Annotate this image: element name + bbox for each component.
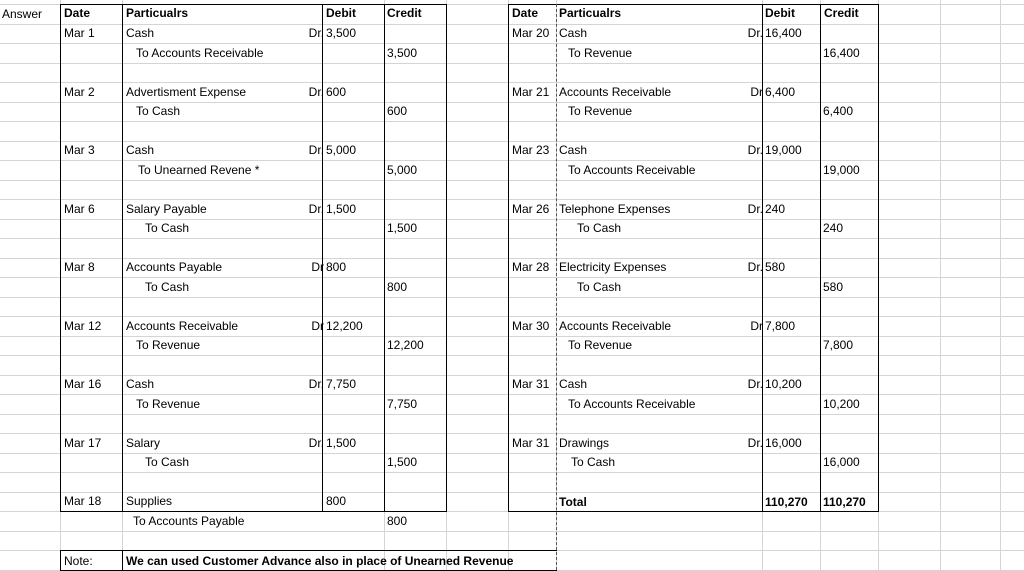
left-entry-date[interactable]: Mar 3 <box>64 143 95 157</box>
right-entry-debit-account[interactable]: Accounts Receivable <box>559 84 672 99</box>
grid-col-line <box>1000 0 1001 571</box>
right-entry-dr-marker: Dr <box>750 84 763 99</box>
right-entry-debit-account[interactable]: Accounts Receivable <box>559 318 672 333</box>
right-entry-dr-marker: Dr. <box>747 143 763 157</box>
grid-row-line <box>0 414 1024 415</box>
left-entry-debit-account[interactable]: Cash <box>126 143 155 157</box>
total-credit[interactable]: 110,270 <box>823 495 866 509</box>
right-entry-debit-amount[interactable]: 10,200 <box>765 377 802 391</box>
right-entry-date[interactable]: Mar 28 <box>512 260 550 274</box>
left-entry-credit-account[interactable]: To Revenue <box>136 396 201 411</box>
right-entry-date[interactable]: Mar 30 <box>512 318 550 333</box>
left-entry-credit-amount[interactable]: 7,750 <box>387 396 418 411</box>
left-entry-date[interactable]: Mar 18 <box>64 494 102 508</box>
left-entry-credit-account[interactable]: To Revenue <box>136 338 201 352</box>
grid-row-line <box>0 531 1024 532</box>
total-label[interactable]: Total <box>559 495 587 509</box>
right-entry-date[interactable]: Mar 26 <box>512 201 550 216</box>
left-entry-debit-account[interactable]: Advertisment Expense <box>126 84 247 99</box>
note-text[interactable]: We can used Customer Advance also in place of Unearned Revenue <box>126 554 514 568</box>
right-entry-debit-amount[interactable]: 16,400 <box>765 26 802 40</box>
left-header-debit[interactable]: Debit <box>326 6 356 20</box>
left-entry-debit-account[interactable]: Salary <box>126 435 161 450</box>
right-entry-credit-amount[interactable]: 10,200 <box>823 396 860 411</box>
right-entry-debit-account[interactable]: Electricity Expenses <box>559 260 667 274</box>
right-entry-debit-amount[interactable]: 240 <box>765 201 786 216</box>
left-entry-debit-amount[interactable]: 1,500 <box>326 201 357 216</box>
right-entry-dr-marker: Dr. <box>747 26 763 40</box>
left-entry-dr-marker: Dr <box>311 318 324 333</box>
left-entry-credit-amount[interactable]: 800 <box>387 279 408 294</box>
grid-row-line <box>0 297 1024 298</box>
right-entry-date[interactable]: Mar 31 <box>512 377 550 391</box>
left-entry-credit-amount[interactable]: 600 <box>387 104 408 118</box>
right-table-border <box>508 4 509 512</box>
left-entry-dr-marker: Dr <box>311 260 324 274</box>
grid-row-line <box>0 180 1024 181</box>
right-entry-debit-account[interactable]: Drawings <box>559 435 610 450</box>
right-header-date[interactable]: Date <box>512 6 539 20</box>
grid-col-line <box>940 0 941 571</box>
left-entry-credit-amount[interactable]: 5,000 <box>387 162 418 177</box>
left-entry-credit-amount[interactable]: 1,500 <box>387 455 418 469</box>
left-entry-debit-amount[interactable]: 3,500 <box>326 26 357 40</box>
answer-label[interactable]: Answer <box>2 7 43 21</box>
right-header-credit[interactable]: Credit <box>824 6 859 20</box>
right-entry-credit-account[interactable]: To Revenue <box>568 45 633 60</box>
right-entry-date[interactable]: Mar 23 <box>512 143 550 157</box>
left-entry-debit-amount[interactable]: 600 <box>326 84 347 99</box>
right-entry-credit-account[interactable]: To Cash <box>577 221 622 235</box>
dashed-divider <box>556 4 557 570</box>
right-entry-debit-amount[interactable]: 580 <box>765 260 786 274</box>
left-table-border <box>122 4 123 512</box>
left-entry-debit-account[interactable]: Accounts Payable <box>126 260 223 274</box>
left-entry-credit-account[interactable]: To Accounts Receivable <box>136 45 264 60</box>
left-entry-dr-marker: Dr. <box>308 84 324 99</box>
right-entry-credit-amount[interactable]: 16,000 <box>823 455 860 469</box>
left-entry-dr-marker: Dr. <box>308 435 324 450</box>
right-header-particulars[interactable]: Particualrs <box>559 6 622 20</box>
right-entry-debit-amount[interactable]: 7,800 <box>765 318 796 333</box>
right-entry-credit-amount[interactable]: 19,000 <box>823 162 860 177</box>
right-entry-credit-amount[interactable]: 580 <box>823 279 844 294</box>
left-entry-debit-account[interactable]: Accounts Receivable <box>126 318 239 333</box>
right-entry-dr-marker: Dr. <box>747 260 763 274</box>
right-entry-credit-amount[interactable]: 7,800 <box>823 338 854 352</box>
left-table-border <box>446 4 447 512</box>
grid-row-line <box>0 121 1024 122</box>
right-entry-date[interactable]: Mar 31 <box>512 435 550 450</box>
left-entry-debit-account[interactable]: Salary Payable <box>126 201 207 216</box>
right-entry-credit-amount[interactable]: 240 <box>823 221 844 235</box>
right-entry-debit-amount[interactable]: 16,000 <box>765 435 802 450</box>
note-border <box>122 550 123 571</box>
left-entry-debit-account[interactable]: Cash <box>126 377 155 391</box>
right-entry-credit-amount[interactable]: 16,400 <box>823 45 860 60</box>
left-entry-credit-account[interactable]: To Cash <box>145 279 190 294</box>
left-entry-credit-amount[interactable]: 3,500 <box>387 45 418 60</box>
left-entry-date[interactable]: Mar 12 <box>64 318 102 333</box>
left-entry-credit-account[interactable]: To Cash <box>136 104 181 118</box>
right-entry-debit-amount[interactable]: 6,400 <box>765 84 796 99</box>
right-entry-dr-marker: Dr. <box>747 201 763 216</box>
note-label[interactable]: Note: <box>64 554 93 568</box>
left-entry-debit-amount[interactable]: 800 <box>326 494 347 508</box>
grid-row-line <box>0 238 1024 239</box>
left-table-border <box>384 4 385 512</box>
right-table-border <box>820 4 821 512</box>
right-entry-debit-account[interactable]: Telephone Expenses <box>559 201 671 216</box>
right-entry-debit-account[interactable]: Cash <box>559 143 588 157</box>
right-entry-credit-account[interactable]: To Cash <box>571 455 616 469</box>
left-entry-date[interactable]: Mar 1 <box>64 26 95 40</box>
left-entry-debit-account[interactable]: Supplies <box>126 494 173 508</box>
left-entry-date[interactable]: Mar 17 <box>64 435 102 450</box>
left-entry-credit-account[interactable]: To Cash <box>145 221 190 235</box>
left-entry-debit-amount[interactable]: 12,200 <box>326 318 363 333</box>
left-entry-credit-amount[interactable]: 800 <box>387 513 408 528</box>
total-debit[interactable]: 110,270 <box>765 495 808 509</box>
right-entry-dr-marker: Dr <box>750 318 763 333</box>
left-entry-dr-marker: Dr. <box>308 377 324 391</box>
right-entry-debit-account[interactable]: Cash <box>559 26 588 40</box>
left-entry-debit-amount[interactable]: 800 <box>326 260 347 274</box>
right-entry-credit-account[interactable]: To Revenue <box>568 338 633 352</box>
grid-row-line <box>0 472 1024 473</box>
grid-row-line <box>0 63 1024 64</box>
right-entry-credit-account[interactable]: To Accounts Receivable <box>568 396 696 411</box>
left-entry-credit-account[interactable]: To Accounts Payable <box>133 513 245 528</box>
left-entry-date[interactable]: Mar 2 <box>64 84 95 99</box>
left-entry-dr-marker: Dr. <box>308 26 324 40</box>
left-entry-credit-amount[interactable]: 12,200 <box>387 338 424 352</box>
grid-row-line <box>0 355 1024 356</box>
left-entry-debit-account[interactable]: Cash <box>126 26 155 40</box>
right-entry-credit-account[interactable]: To Accounts Receivable <box>568 162 696 177</box>
right-entry-debit-amount[interactable]: 19,000 <box>765 143 802 157</box>
right-entry-dr-marker: Dr. <box>747 435 763 450</box>
left-entry-dr-marker: Dr. <box>308 143 324 157</box>
left-entry-credit-amount[interactable]: 1,500 <box>387 221 418 235</box>
left-entry-credit-account[interactable]: To Cash <box>145 455 190 469</box>
right-entry-dr-marker: Dr. <box>747 377 763 391</box>
right-entry-date[interactable]: Mar 20 <box>512 26 550 40</box>
left-table-border <box>60 4 61 512</box>
right-entry-date[interactable]: Mar 21 <box>512 84 550 99</box>
left-entry-debit-amount[interactable]: 7,750 <box>326 377 357 391</box>
left-entry-debit-amount[interactable]: 1,500 <box>326 435 357 450</box>
right-entry-credit-account[interactable]: To Cash <box>577 279 622 294</box>
left-entry-date[interactable]: Mar 16 <box>64 377 102 391</box>
left-entry-date[interactable]: Mar 8 <box>64 260 95 274</box>
right-entry-credit-amount[interactable]: 6,400 <box>823 104 854 118</box>
left-entry-date[interactable]: Mar 6 <box>64 201 95 216</box>
left-header-particulars[interactable]: Particualrs <box>126 6 189 20</box>
left-entry-credit-account[interactable]: To Unearned Revene * <box>138 162 260 177</box>
left-header-credit[interactable]: Credit <box>387 6 422 20</box>
left-entry-dr-marker: Dr. <box>308 201 324 216</box>
right-entry-credit-account[interactable]: To Revenue <box>568 104 633 118</box>
note-border <box>60 550 61 571</box>
right-entry-debit-account[interactable]: Cash <box>559 377 588 391</box>
right-header-debit[interactable]: Debit <box>765 6 795 20</box>
note-border <box>60 550 557 551</box>
right-table-border <box>878 4 879 512</box>
left-header-date[interactable]: Date <box>64 6 91 20</box>
left-entry-debit-amount[interactable]: 5,000 <box>326 143 357 157</box>
